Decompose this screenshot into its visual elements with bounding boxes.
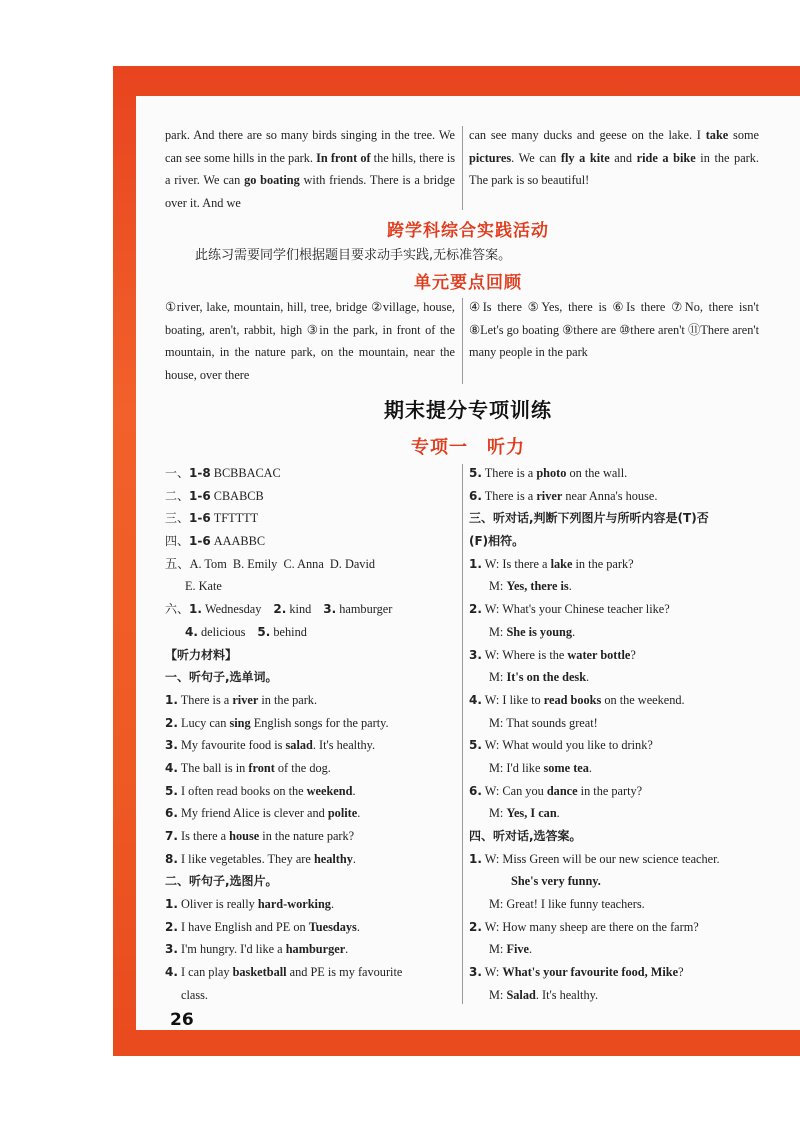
column-divider <box>462 298 463 384</box>
list-item: 1. Oliver is really hard-working. <box>165 897 335 912</box>
list-item: 8. I like vegetables. They are healthy. <box>165 851 356 866</box>
dialog-line: 1. W: Miss Green will be our new science teacher. <box>469 851 720 866</box>
dialog-line: M: She is young. <box>489 624 576 639</box>
list-item: 5. I often read books on the weekend. <box>165 783 356 798</box>
answer-row: 三、1-6 TFTTTT <box>165 511 259 526</box>
list-item: 5. There is a photo on the wall. <box>469 466 628 480</box>
dialog-line: M: It's on the desk. <box>489 670 590 685</box>
dialog-line: M: Great! I like funny teachers. <box>489 897 645 912</box>
page-number: 26 <box>170 1010 194 1030</box>
special-title: 专项一 听力 <box>411 437 525 458</box>
list-item: 1. There is a river in the park. <box>165 692 318 707</box>
dialog-line: M: I'd like some tea. <box>489 760 592 775</box>
dialog-line: 2. W: How many sheep are there on the farm? <box>469 919 699 934</box>
review-left: ①river, lake, mountain, hill, tree, bridge ②village, house, boating, aren't, rabbit, high ③in the park, in front of the mountain, in the nature park, on the mountain, near the house, over there <box>165 300 455 383</box>
answers-left-column <box>165 462 455 1007</box>
dialog-line: 3. W: Where is the water bottle? <box>469 647 636 662</box>
list-item: 3. My favourite food is salad. It's healthy. <box>165 738 376 753</box>
review-right: ④Is there ⑤Yes, there is ⑥Is there ⑦No, there isn't ⑧Let's go boating ⑨there are ⑩there aren't ⑪There aren't many people in the park <box>469 300 759 360</box>
answer-row: E. Kate <box>185 579 222 594</box>
section-title-cross: 跨学科综合实践活动 <box>387 221 549 241</box>
list-item: 7. Is there a house in the nature park? <box>165 829 355 843</box>
answers-right-column <box>469 462 769 1007</box>
column-divider <box>462 126 463 210</box>
list-item: 4. I can play basketball and PE is my favourite <box>165 965 403 980</box>
answer-row: 一、1-8 BCBBACAC <box>165 466 281 480</box>
top-left-paragraph: park. And there are so many birds singing in the tree. We can see some hills in the park. In front of the hills, there is a river. We can go boating with friends. There is a bridge over it. And we <box>165 128 456 211</box>
column-divider <box>462 464 463 1004</box>
answer-row: 四、1-6 AAABBC <box>165 534 266 549</box>
list-item: 6. There is a river near Anna's house. <box>469 488 658 503</box>
dialog-line: 5. W: What would you like to drink? <box>469 738 653 753</box>
list-item: 6. My friend Alice is clever and polite. <box>165 806 361 821</box>
subsection-title: 二、听句子,选图片。 <box>165 874 278 889</box>
list-item: 3. I'm hungry. I'd like a hamburger. <box>165 942 349 957</box>
list-item: 2. Lucy can sing English songs for the party. <box>165 715 389 730</box>
cross-note: 此练习需要同学们根据题目要求动手实践,无标准答案。 <box>195 248 512 263</box>
answer-row: 五、A. Tom B. Emily C. Anna D. David <box>165 556 376 571</box>
top-right-paragraph: can see many ducks and geese on the lake. I take some pictures. We can fly a kite and ride a bike in the park. The park is so beautiful! <box>469 128 759 188</box>
answer-row: 4. delicious 5. behind <box>185 624 307 639</box>
dialog-line: She's very funny. <box>511 874 601 889</box>
dialog-line: 6. W: Can you dance in the party? <box>469 783 643 798</box>
dialog-line: 1. W: Is there a lake in the park? <box>469 556 634 571</box>
dialog-line: 4. W: I like to read books on the weekend. <box>469 692 685 707</box>
dialog-line: M: Salad. It's healthy. <box>489 987 599 1002</box>
dialog-line: M: That sounds great! <box>489 715 598 730</box>
dialog-line: 2. W: What's your Chinese teacher like? <box>469 602 670 617</box>
material-label: 【听力材料】 <box>165 647 238 662</box>
final-title: 期末提分专项训练 <box>384 398 552 422</box>
dialog-line: 3. W: What's your favourite food, Mike? <box>469 965 684 980</box>
list-item: 4. The ball is in front of the dog. <box>165 760 331 775</box>
answer-row: 六、1. Wednesday 2. kind 3. hamburger <box>165 602 393 617</box>
subsection-title: 四、听对话,选答案。 <box>469 829 582 843</box>
subsection-title: 三、听对话,判断下列图片与所听内容是(T)否 <box>469 511 709 526</box>
subsection-title: 一、听句子,选单词。 <box>165 670 278 685</box>
list-item-continuation: class. <box>181 987 208 1002</box>
section-title-review: 单元要点回顾 <box>414 273 522 293</box>
list-item: 2. I have English and PE on Tuesdays. <box>165 919 360 934</box>
subsection-title-cont: (F)相符。 <box>469 534 525 549</box>
dialog-line: M: Five. <box>489 942 533 957</box>
answer-row: 二、1-6 CBABCB <box>165 488 264 503</box>
dialog-line: M: Yes, I can. <box>489 806 560 821</box>
dialog-line: M: Yes, there is. <box>489 579 572 594</box>
